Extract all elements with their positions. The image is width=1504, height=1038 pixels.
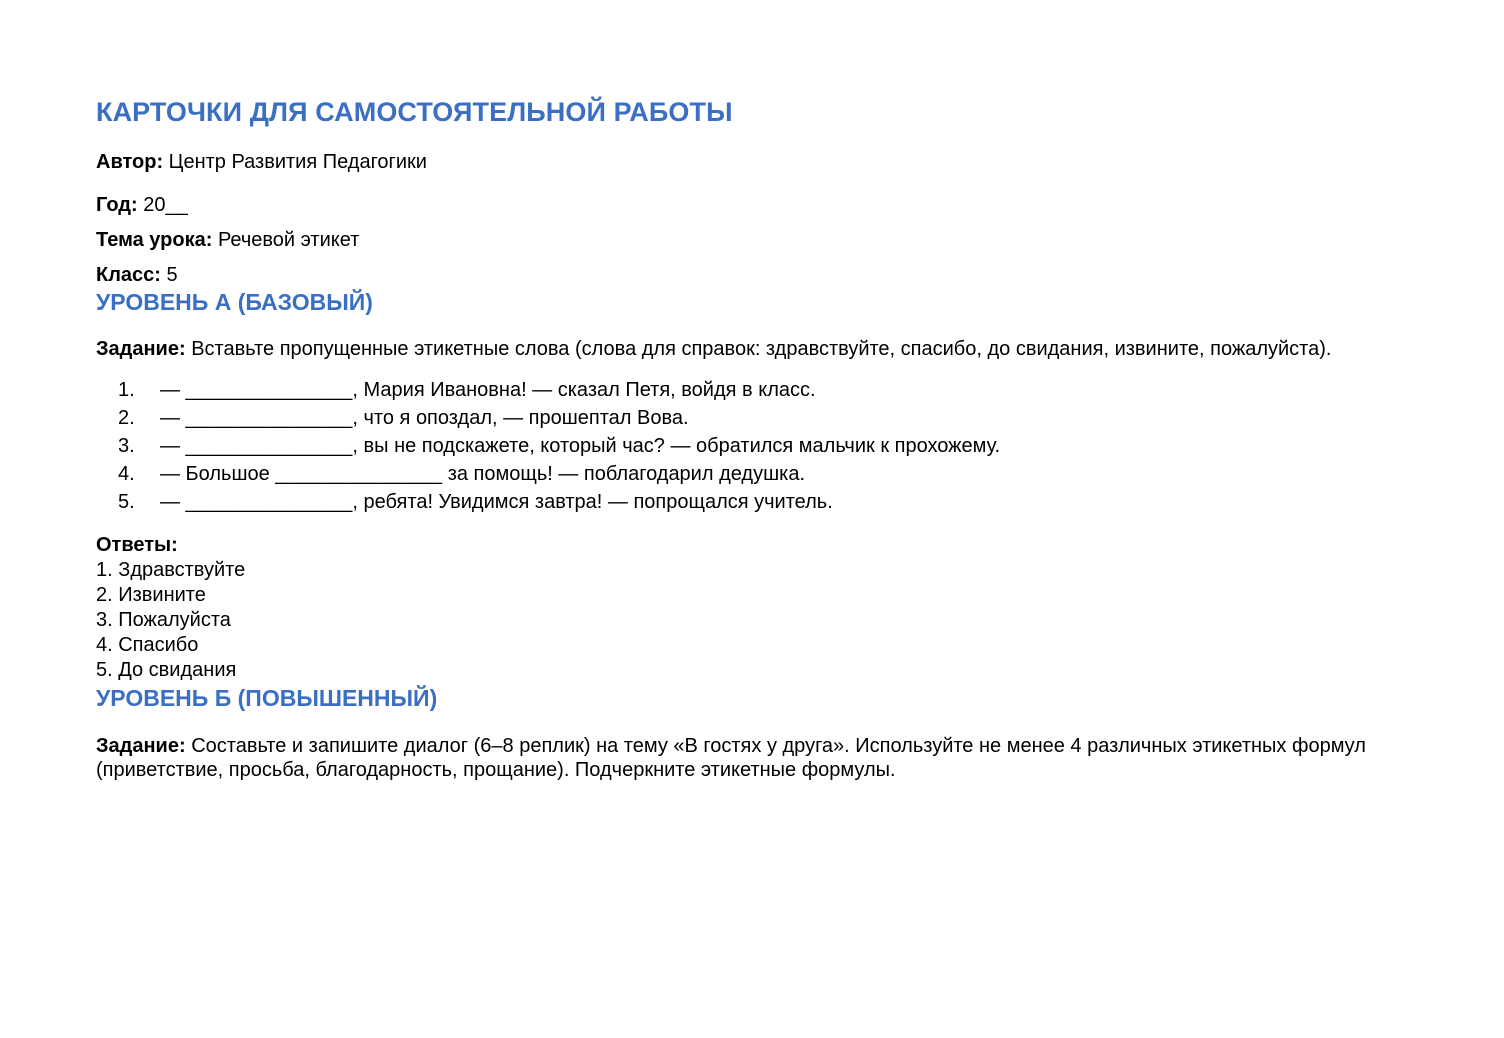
list-item: [96, 460, 1408, 488]
item-number: 3.: [118, 435, 135, 457]
level-a-task-label: Задание:: [96, 338, 186, 360]
document-title: КАРТОЧКИ ДЛЯ САМОСТОЯТЕЛЬНОЙ РАБОТЫ: [96, 97, 733, 127]
level-a-heading: УРОВЕНЬ А (БАЗОВЫЙ): [96, 289, 373, 315]
answer-line: 5. До свидания: [96, 659, 237, 681]
topic-label: Тема урока:: [96, 229, 213, 251]
answer-line: 4. Спасибо: [96, 634, 199, 656]
grade-value: 5: [160, 264, 178, 286]
exercise-list: [96, 376, 1408, 516]
item-text: — Большое _______________ за помощь! — поблагодарил дедушка.: [160, 463, 806, 485]
year-line: [96, 193, 1408, 217]
grade-label: Класс:: [96, 264, 161, 286]
grade-line: [96, 263, 1408, 287]
item-number: 4.: [118, 463, 135, 485]
level-b-heading: УРОВЕНЬ Б (ПОВЫШЕННЫЙ): [96, 685, 438, 711]
year-value: 20__: [137, 194, 188, 216]
item-number: 2.: [118, 407, 135, 429]
answers-block: [96, 533, 1408, 683]
list-item: [96, 404, 1408, 432]
answer-line: 3. Пожалуйста: [96, 609, 231, 631]
level-a-task: [96, 337, 1408, 361]
year-label: Год:: [96, 194, 138, 216]
item-text: — _______________, что я опоздал, — прошептал Вова.: [160, 407, 689, 429]
answer-line: 2. Извините: [96, 584, 206, 606]
topic-line: [96, 228, 1408, 252]
item-text: — _______________, вы не подскажете, который час? — обратился мальчик к прохожему.: [160, 435, 1001, 457]
author-value: Центр Развития Педагогики: [163, 151, 427, 173]
level-b-task-label: Задание:: [96, 735, 186, 757]
level-a-task-text: Вставьте пропущенные этикетные слова (слова для справок: здравствуйте, спасибо, до свидания, извините, пожалуйста).: [185, 338, 1332, 360]
answers-title: Ответы:: [96, 534, 178, 556]
list-item: [96, 376, 1408, 404]
topic-value: Речевой этикет: [212, 229, 360, 251]
author-label: Автор:: [96, 151, 164, 173]
list-item: [96, 432, 1408, 460]
answer-line: 1. Здравствуйте: [96, 559, 246, 581]
item-text: — _______________, ребята! Увидимся завтра! — попрощался учитель.: [160, 491, 833, 513]
item-number: 1.: [118, 379, 135, 401]
item-text: — _______________, Мария Ивановна! — сказал Петя, войдя в класс.: [160, 379, 816, 401]
list-item: [96, 488, 1408, 516]
level-b-task: [96, 734, 1408, 782]
level-b-task-text: Составьте и запишите диалог (6–8 реплик) на тему «В гостях у друга». Используйте не менее 4 различных этикетных формул (приветствие, просьба, благодарность, прощание). Подчеркните этикетные формулы.: [96, 735, 1366, 781]
item-number: 5.: [118, 491, 135, 513]
author-line: [96, 150, 1408, 174]
